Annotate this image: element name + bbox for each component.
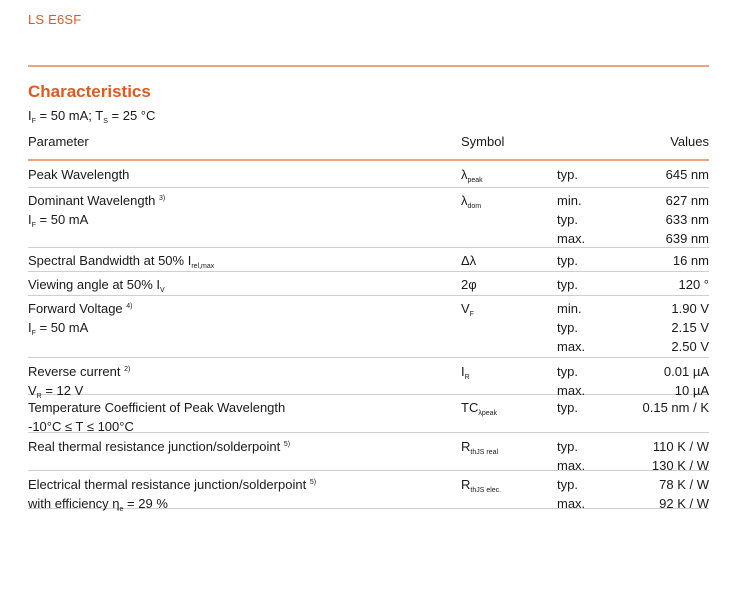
symbol-subscript: F bbox=[469, 311, 474, 318]
qualifier-cell bbox=[557, 251, 578, 270]
parameter-label: Reverse current bbox=[28, 364, 125, 379]
value-cell bbox=[659, 475, 709, 513]
symbol: 2φ bbox=[461, 277, 477, 292]
qualifier-cell bbox=[557, 475, 585, 513]
table-row bbox=[28, 296, 709, 358]
value-cell bbox=[652, 437, 709, 475]
parameter-subscript: rel,max bbox=[191, 263, 215, 270]
table-row bbox=[28, 272, 709, 296]
value: 627 nm bbox=[665, 193, 709, 208]
qualifier-cell bbox=[557, 299, 585, 356]
condition-subscript: F bbox=[31, 222, 36, 229]
table-row bbox=[28, 188, 709, 248]
symbol-cell bbox=[461, 165, 483, 184]
value: 16 nm bbox=[672, 253, 709, 268]
condition-text: I bbox=[28, 212, 32, 227]
value: 2.50 V bbox=[671, 339, 709, 354]
value-cell bbox=[666, 165, 709, 184]
parameter-condition bbox=[28, 210, 165, 229]
parameter-text bbox=[28, 475, 316, 494]
symbol: λ bbox=[461, 167, 468, 182]
symbol-subscript: peak bbox=[467, 177, 483, 184]
parameter-text bbox=[28, 362, 130, 381]
test-conditions: $I_F = 50$ mA; $T_S = 25$ °C bbox=[28, 108, 156, 125]
value: 2.15 V bbox=[671, 320, 709, 335]
qualifier: typ. bbox=[557, 320, 578, 335]
condition-value: = 29 % bbox=[123, 496, 168, 511]
qualifier: max. bbox=[557, 339, 586, 354]
document-code: LS E6SF bbox=[28, 12, 82, 27]
parameter-text bbox=[28, 398, 285, 417]
qualifier: typ. bbox=[557, 253, 578, 268]
symbol: R bbox=[461, 477, 471, 492]
parameter-text bbox=[28, 437, 290, 456]
value: 130 K / W bbox=[651, 458, 709, 473]
symbol: V bbox=[461, 301, 470, 316]
condition-value: = 50 mA bbox=[35, 212, 89, 227]
parameter-subscript: V bbox=[160, 287, 165, 294]
condition-subscript: F bbox=[31, 330, 36, 337]
parameter-cell bbox=[28, 275, 165, 294]
parameter-cell bbox=[28, 475, 316, 513]
qualifier-cell bbox=[557, 165, 578, 184]
parameter-label: Forward Voltage bbox=[28, 301, 127, 316]
parameter-condition bbox=[28, 318, 133, 337]
condition-text: -10°C ≤ T ≤ 100°C bbox=[28, 419, 134, 434]
parameter-text bbox=[28, 275, 165, 294]
value-cell bbox=[673, 251, 709, 270]
value: 0.01 µA bbox=[663, 364, 709, 379]
symbol-cell bbox=[461, 437, 498, 456]
value: 10 µA bbox=[674, 383, 709, 398]
qualifier: max. bbox=[557, 383, 586, 398]
parameter-label: Spectral Bandwidth at 50% I bbox=[28, 253, 192, 268]
header-values: Values bbox=[670, 134, 709, 149]
symbol-cell bbox=[461, 475, 501, 494]
table-header bbox=[28, 133, 709, 161]
value: 639 nm bbox=[665, 231, 709, 246]
parameter-cell bbox=[28, 165, 129, 184]
parameter-label: Peak Wavelength bbox=[28, 167, 130, 182]
condition-value: = 12 V bbox=[41, 383, 84, 398]
symbol: λ bbox=[461, 193, 468, 208]
value: 633 nm bbox=[665, 212, 709, 227]
value: 92 K / W bbox=[659, 496, 709, 511]
header-parameter: Parameter bbox=[28, 134, 89, 149]
qualifier-cell bbox=[557, 275, 578, 294]
table-row bbox=[28, 248, 709, 272]
condition-subscript: e bbox=[119, 506, 124, 513]
characteristics-table bbox=[28, 133, 709, 513]
qualifier: max. bbox=[557, 496, 586, 511]
table-row bbox=[28, 433, 709, 471]
qualifier: min. bbox=[557, 193, 582, 208]
footnote-ref: 3) bbox=[159, 195, 166, 202]
qualifier: typ. bbox=[557, 364, 578, 379]
qualifier: typ. bbox=[557, 439, 578, 454]
qualifier-cell bbox=[557, 437, 585, 475]
symbol-cell bbox=[461, 299, 474, 318]
value: 1.90 V bbox=[671, 301, 709, 316]
table-row bbox=[28, 161, 709, 188]
parameter-text bbox=[28, 165, 129, 184]
qualifier-cell bbox=[557, 191, 585, 248]
value-cell bbox=[666, 191, 709, 248]
qualifier: typ. bbox=[557, 212, 578, 227]
symbol-subscript: R bbox=[464, 374, 470, 381]
symbol-cell bbox=[461, 275, 477, 294]
parameter-label: Real thermal resistance junction/solderpoint bbox=[28, 439, 284, 454]
qualifier: typ. bbox=[557, 277, 578, 292]
qualifier: typ. bbox=[557, 477, 578, 492]
footnote-ref: 4) bbox=[126, 303, 133, 310]
table-row bbox=[28, 358, 709, 400]
table-row bbox=[28, 471, 709, 513]
condition-subscript: R bbox=[36, 393, 42, 400]
value: 78 K / W bbox=[659, 477, 709, 492]
table-row bbox=[28, 395, 709, 433]
header-rule bbox=[28, 65, 709, 67]
value-cell bbox=[671, 299, 709, 356]
condition-text: I bbox=[28, 320, 32, 335]
footnote-ref: 5) bbox=[283, 441, 291, 448]
symbol-subscript: dom bbox=[467, 203, 482, 210]
symbol-cell bbox=[461, 191, 481, 210]
qualifier: max. bbox=[557, 231, 586, 246]
value: 120 ° bbox=[678, 277, 709, 292]
value: 0.15 nm / K bbox=[642, 400, 709, 415]
value-cell bbox=[678, 275, 709, 294]
symbol-subscript: thJS real bbox=[470, 449, 499, 456]
value-cell bbox=[643, 398, 709, 417]
qualifier: typ. bbox=[557, 167, 578, 182]
qualifier: min. bbox=[557, 301, 582, 316]
parameter-cell bbox=[28, 191, 165, 229]
parameter-label: Temperature Coefficient of Peak Wavelength bbox=[28, 400, 286, 415]
parameter-cell bbox=[28, 299, 133, 337]
symbol-subscript: λpeak bbox=[478, 410, 498, 417]
parameter-label: Viewing angle at 50% I bbox=[28, 277, 161, 292]
section-title: Characteristics bbox=[28, 82, 151, 101]
symbol-cell bbox=[461, 251, 476, 270]
parameter-label: Dominant Wavelength bbox=[28, 193, 160, 208]
condition-text: V bbox=[28, 383, 37, 398]
parameter-text bbox=[28, 299, 133, 318]
value: 645 nm bbox=[665, 167, 709, 182]
symbol: Δλ bbox=[461, 253, 477, 268]
symbol-subscript: thJS elec. bbox=[470, 487, 502, 494]
parameter-label: Electrical thermal resistance junction/solderpoint bbox=[28, 477, 310, 492]
symbol: I bbox=[461, 364, 465, 379]
parameter-cell bbox=[28, 437, 290, 456]
condition-value: = 50 mA bbox=[35, 320, 89, 335]
symbol: R bbox=[461, 439, 471, 454]
parameter-text bbox=[28, 251, 214, 270]
qualifier-cell bbox=[557, 398, 578, 417]
parameter-condition bbox=[28, 494, 316, 513]
value: 110 K / W bbox=[652, 439, 709, 454]
symbol-cell bbox=[461, 362, 470, 381]
parameter-text bbox=[28, 191, 165, 210]
header-symbol: Symbol bbox=[461, 134, 505, 149]
qualifier: typ. bbox=[557, 400, 578, 415]
footnote-ref: 5) bbox=[309, 479, 317, 486]
condition-text: with efficiency η bbox=[28, 496, 120, 511]
symbol-cell bbox=[461, 398, 497, 417]
footnote-ref: 2) bbox=[124, 366, 131, 373]
parameter-cell bbox=[28, 398, 285, 436]
symbol: TC bbox=[461, 400, 479, 415]
parameter-cell bbox=[28, 251, 214, 270]
table-body bbox=[28, 161, 709, 513]
qualifier: max. bbox=[557, 458, 586, 473]
